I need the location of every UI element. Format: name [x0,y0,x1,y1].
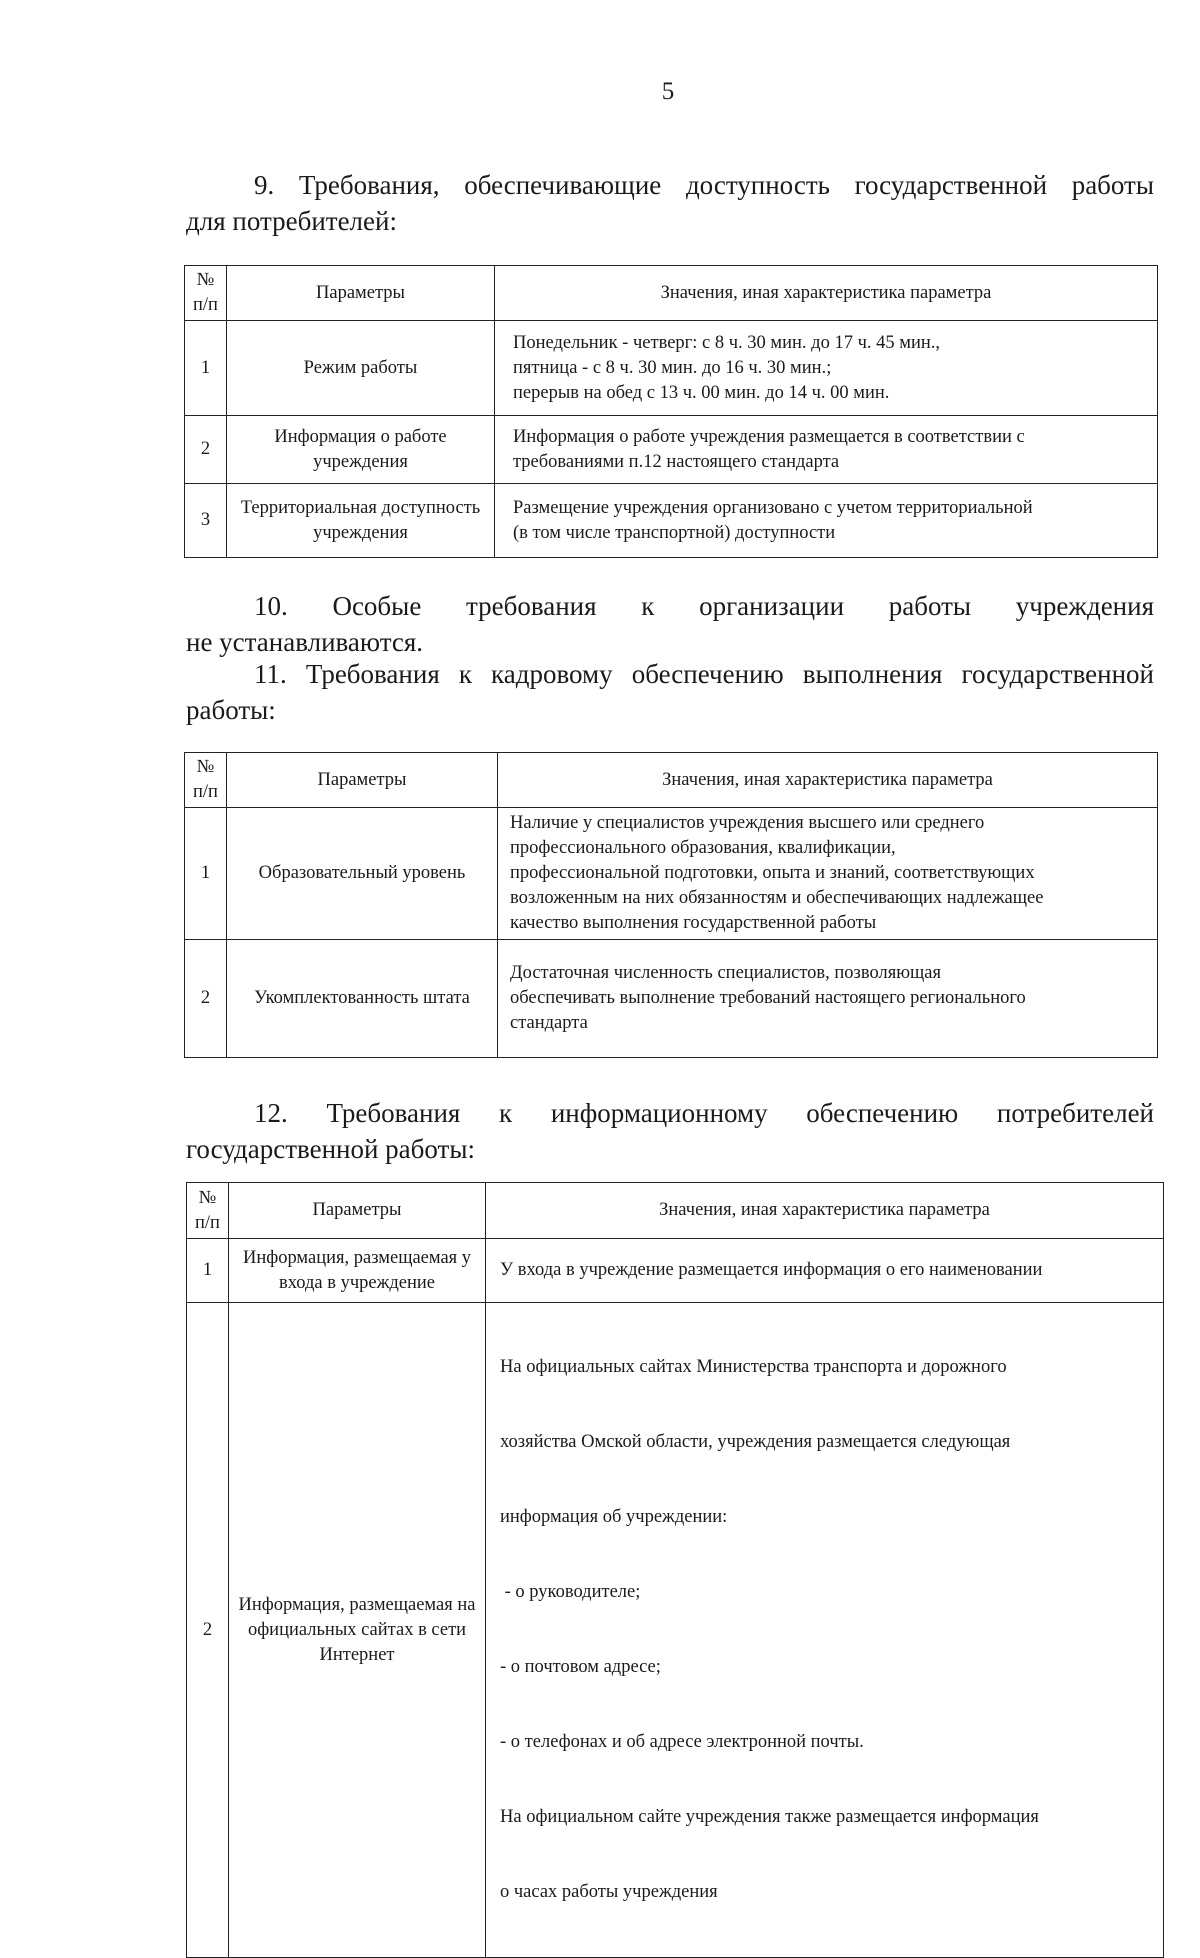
row-num: 3 [185,484,227,558]
row-num: 2 [187,1303,229,1958]
section-11-heading-line2: работы: [186,695,276,725]
table-header-row [185,753,1158,808]
row-value-line: перерыв на обед с 13 ч. 00 мин. до 14 ч. 00 мин. [513,382,890,403]
row-value-line: качество выполнения государственной работы [510,913,877,933]
table-header-row [187,1183,1164,1239]
header-param: Параметры [229,1183,486,1239]
row-value-line: хозяйства Омской области, учреждения размещается следующая [500,1432,1011,1452]
row-num: 2 [185,940,227,1058]
row-param: Информация, размещаемая на официальных сайтах в сети Интернет [229,1303,486,1958]
table-row [185,321,1158,416]
row-value-line: информация об учреждении: [500,1507,728,1527]
row-param: Укомплектованность штата [227,940,498,1058]
table-row [187,1303,1164,1958]
accessibility-requirements-table [184,265,1158,558]
row-num: 1 [187,1239,229,1303]
row-num: 2 [185,416,227,484]
header-param: Параметры [227,266,495,321]
table-row [187,1239,1164,1303]
table-row [185,808,1158,940]
row-value-line: профессионального образования, квалификации, [510,838,896,858]
row-value [498,808,1158,940]
header-num: № п/п [185,266,227,321]
table-row [185,484,1158,558]
table-row [185,416,1158,484]
row-num: 1 [185,808,227,940]
row-param: Информация, размещаемая у входа в учреждение [229,1239,486,1303]
row-param: Режим работы [227,321,495,416]
row-param: Образовательный уровень [227,808,498,940]
header-num: № п/п [187,1183,229,1239]
row-value-line: - о телефонах и об адресе электронной почты. [500,1732,864,1752]
row-value-line: (в том числе транспортной) доступности [513,522,836,543]
staffing-requirements-table [184,752,1158,1058]
row-value-line: о часах работы учреждения [500,1882,718,1902]
header-param: Параметры [227,753,498,808]
row-value [486,1303,1164,1958]
row-value-line: требованиями п.12 настоящего стандарта [513,451,840,472]
header-value: Значения, иная характеристика параметра [495,266,1158,321]
section-10-line1: 10. Особые требования к организации работы учреждения [254,591,1154,621]
table-header-row [185,266,1158,321]
header-num: № п/п [185,753,227,808]
row-value-line: пятница - с 8 ч. 30 мин. до 16 ч. 30 мин.; [513,357,832,378]
row-param: Информация о работе учреждения [227,416,495,484]
row-value-line: Размещение учреждения организовано с учетом территориальной [513,497,1033,518]
section-9-heading-line1: 9. Требования, обеспечивающие доступность государственной работы [254,170,1154,200]
row-value-line: профессиональной подготовки, опыта и знаний, соответствующих [510,863,1035,883]
row-value-line: Достаточная численность специалистов, позволяющая [510,963,941,983]
page-number: 5 [661,78,675,105]
row-value-line: Понедельник - четверг: с 8 ч. 30 мин. до 17 ч. 45 мин., [513,332,941,353]
header-value: Значения, иная характеристика параметра [486,1183,1164,1239]
section-12-heading [186,1095,1154,1167]
section-12-heading-line2: государственной работы: [186,1134,475,1164]
section-12-heading-line1: 12. Требования к информационному обеспечению потребителей [254,1098,1154,1128]
row-value-line: Информация о работе учреждения размещается в соответствии с [513,426,1025,447]
row-value-line: - о руководителе; [500,1582,641,1602]
row-value-line: возложенным на них обязанностям и обеспечивающих надлежащее [510,888,1044,908]
section-9-heading [186,167,1154,239]
row-value-line: На официальных сайтах Министерства транспорта и дорожного [500,1357,1007,1377]
section-11-heading [186,656,1154,728]
row-value [495,416,1158,484]
information-requirements-table [186,1182,1164,1958]
header-value: Значения, иная характеристика параметра [498,753,1158,808]
row-value [498,940,1158,1058]
row-value [495,484,1158,558]
section-9-heading-line2: для потребителей: [186,206,397,236]
row-value-line: стандарта [510,1013,588,1033]
row-num: 1 [185,321,227,416]
row-value-line: Наличие у специалистов учреждения высшего или среднего [510,813,985,833]
row-value-line: У входа в учреждение размещается информация о его наименовании [500,1260,1043,1280]
row-param: Территориальная доступность учреждения [227,484,495,558]
row-value [486,1239,1164,1303]
row-value-line: На официальном сайте учреждения также размещается информация [500,1807,1039,1827]
section-10-text [186,588,1154,660]
row-value [495,321,1158,416]
row-value-line: обеспечивать выполнение требований настоящего регионального [510,988,1026,1008]
table-row [185,940,1158,1058]
section-10-line2: не устанавливаются. [186,627,424,657]
section-11-heading-line1: 11. Требования к кадровому обеспечению выполнения государственной [254,659,1154,689]
row-value-line: - о почтовом адресе; [500,1657,661,1677]
